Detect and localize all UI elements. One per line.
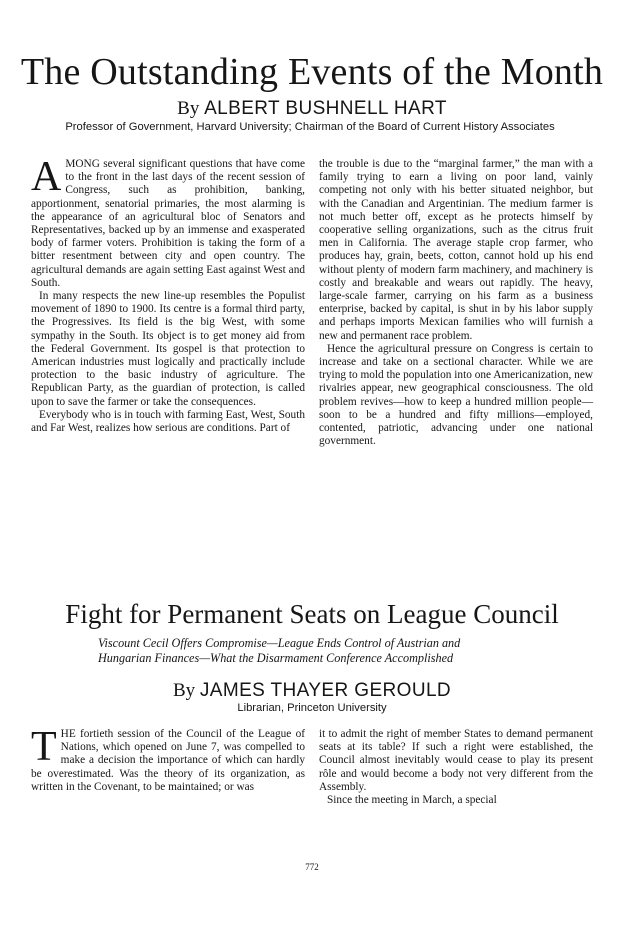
article1-right-column: [319, 158, 593, 448]
article1-left-column: [31, 154, 305, 435]
article2-paragraph: [31, 724, 305, 794]
byline-prefix: By: [177, 98, 200, 119]
author-byline: [0, 98, 624, 120]
article2-left-column: [31, 724, 305, 794]
author-name: JAMES THAYER GEROULD: [199, 680, 452, 701]
section-title: Fight for Permanent Seats on League Council: [65, 599, 559, 629]
subheading-line: Viscount Cecil Offers Compromise—League Ends Control of Austrian and: [98, 636, 461, 650]
section-subheading: [98, 636, 538, 666]
author-affiliation: Librarian, Princeton University: [237, 702, 387, 714]
subheading-line: Hungarian Finances—What the Disarmament Conference Accomplished: [98, 651, 454, 665]
author-byline: [0, 680, 624, 702]
article2-paragraph: Since the meeting in March, a special: [327, 794, 497, 807]
article1-paragraph: Hence the agricultural pressure on Congress is certain to increase and take on a sectional character. While we are trying to mold the population into one Americanization, new rivalries appear, new geographical consciousness. The old problem revives—how to keep a hundred million people—soon to be a hundred and fifty millions—employed, contented, patriotic, advancing under one national government.: [319, 342, 593, 448]
article2-paragraph: it to admit the right of member States to demand permanent seats at its table? If such a right were established, the Council almost inevitably would cease to play its present rôle and would become a body not very different from the Assembly.: [319, 728, 593, 793]
article1-paragraph: Everybody who is in touch with farming East, West, South and Far West, realizes how serious are conditions. Part of: [31, 408, 305, 435]
paragraph-text: HE fortieth session of the Council of the League of Nations, which opened on June 7, was compelled to make a decision the importance of which can hardly be overestimated. Was the theory of its organization, as written in the Covenant, to be maintained; or was: [31, 728, 305, 793]
article-title: The Outstanding Events of the Month: [20, 51, 604, 93]
drop-cap: T: [31, 724, 57, 770]
author-affiliation: Professor of Government, Harvard University; Chairman of the Board of Current History Associates: [65, 121, 555, 133]
article1-paragraph: the trouble is due to the “marginal farmer,” the man with a family trying to earn a living on poor land, vainly competing not only with his better situated neighbor, but with the Canadian and Argentinian. The medium farmer is not much better off, except as he protects himself by cooperative selling organizations, such as the citrus fruit men in California. The average staple crop farmer, who produces hay, grain, beets, cotton, cannot hold up his end without plenty of modern farm machinery, and machinery is costly and breakable and wears out rapidly. The heavy, large-scale farmer, carrying on his farm as a business enterprise, backed by capital, is shut in by his labor supply and perhaps imports Mexican families who will furnish a new and permanent race problem.: [319, 158, 593, 342]
article2-right-column: [319, 728, 593, 807]
author-name: ALBERT BUSHNELL HART: [204, 98, 447, 119]
article1-paragraph: [31, 154, 305, 290]
paragraph-text: MONG several significant questions that have come to the front in the last days of the recent session of Congress, such as prohibition, banking, apportionment, senatorial primaries, the most alarming is the appearance of an agricultural bloc of Senators and Representatives, backed up by an immense and exasperated body of farmer voters. Prohibition is taking the form of a bitter resentment between city and open country. The agricultural demands are again setting East against West and South.: [31, 158, 305, 289]
byline-prefix: By: [172, 680, 196, 701]
page-number: 772: [305, 862, 319, 872]
drop-cap: A: [31, 154, 62, 200]
article1-paragraph: In many respects the new line-up resembles the Populist movement of 1890 to 1900. Its centre is a formal third party, the Progressives. Its field is the big West, with some sympathy in the South. Its object is to get money aid from the Federal Government. Its gospel is that protection to American industries must logically and practically include protection to the basic industry of agriculture. The Republican Party, as the guardian of protection, is called upon to save the farmer or take the consequences.: [31, 290, 305, 408]
